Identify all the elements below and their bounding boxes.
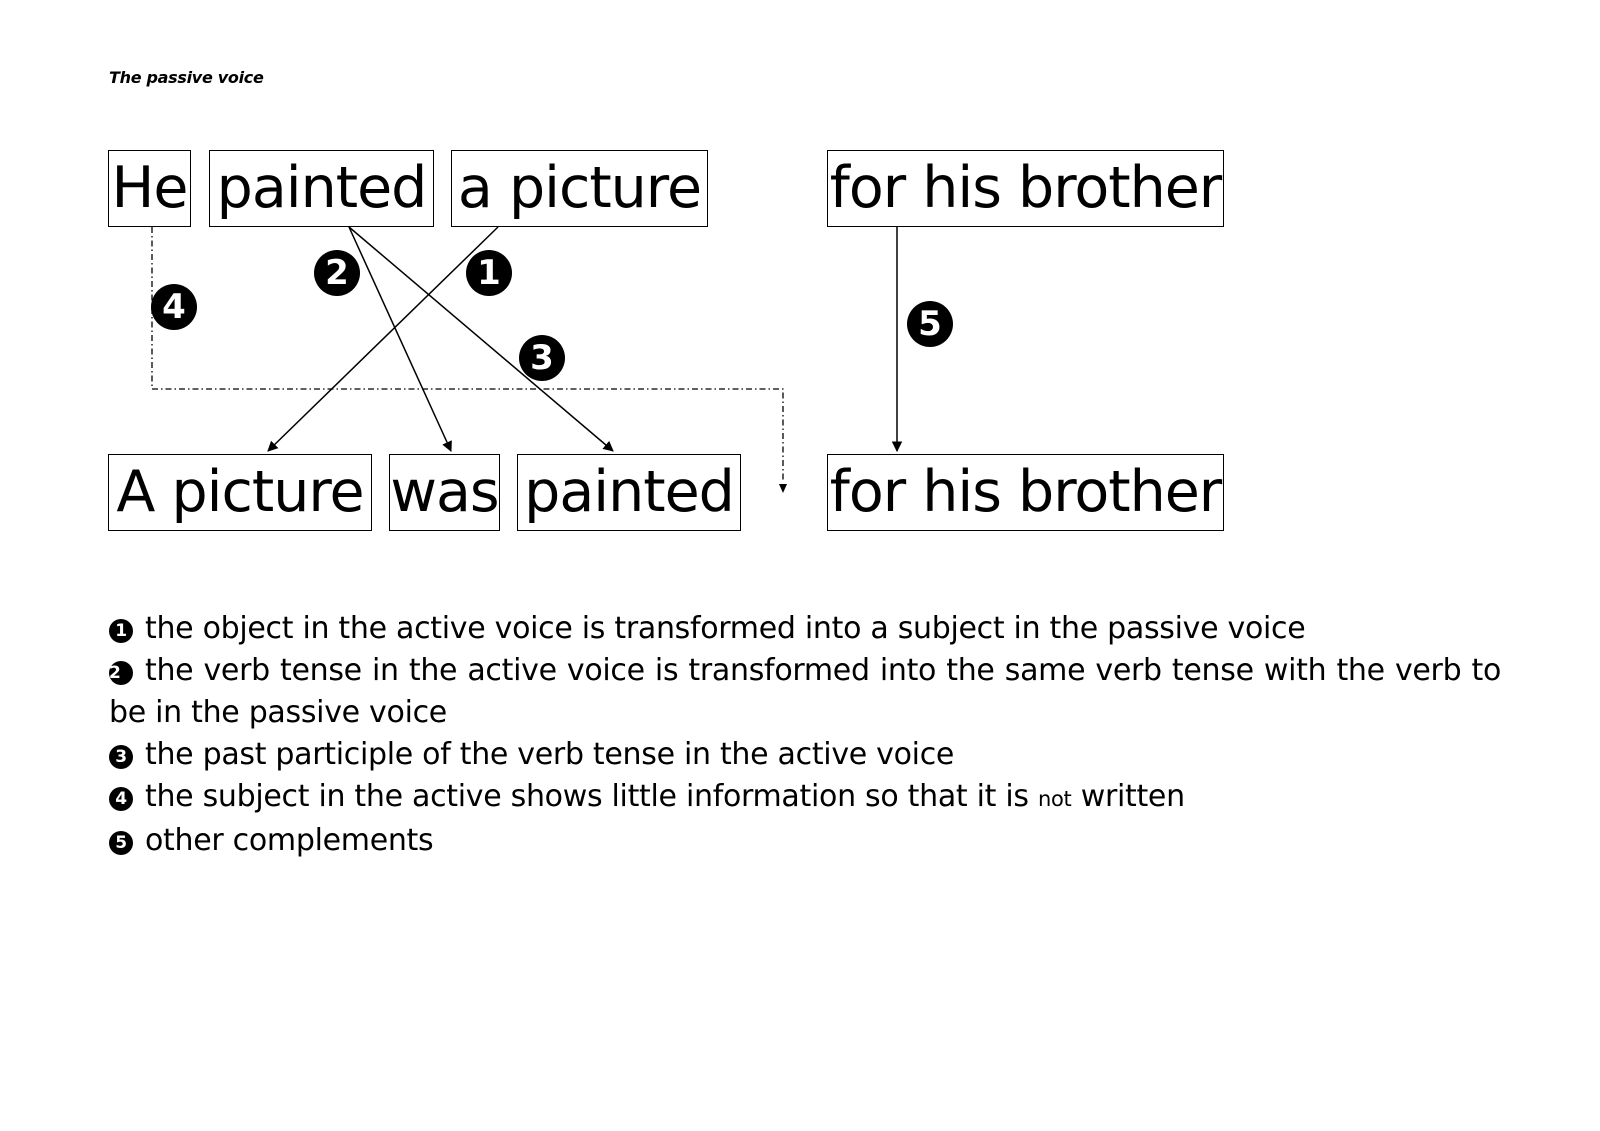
note-item [109,650,1501,734]
note-text: the object in the active voice is transformed into a subject in the passive voice [145,611,1306,646]
step-marker-5: 5 [907,301,953,347]
note-small-word: not [1037,787,1072,811]
active-verb-box: painted [209,150,434,227]
step-marker-2: 2 [314,250,360,296]
note-number: 2 [109,661,133,685]
note-number: 5 [109,831,133,855]
step-marker-4: 4 [151,284,197,330]
note-number: 3 [109,745,133,769]
step-marker-1: 1 [466,250,512,296]
active-complement-box: for his brother [827,150,1224,227]
active-subject-box: He [108,150,191,227]
note-item [109,734,1501,776]
note-text: other complements [145,823,434,858]
note-text: the subject in the active shows little information so that it is [145,779,1029,814]
passive-participle-box: painted [517,454,741,531]
arrow-verb-to-aux [349,227,451,451]
note-item [109,608,1501,650]
step-marker-3: 3 [519,335,565,381]
arrow-subject-omitted-head [779,484,787,493]
explanation-list [109,608,1501,862]
note-text-end: written [1080,779,1185,814]
passive-aux-box: was [389,454,500,531]
note-text: the past participle of the verb tense in the active voice [145,737,955,772]
passive-subject-box: A picture [108,454,372,531]
note-number: 1 [109,619,133,643]
page-title: The passive voice [109,68,264,87]
arrow-object-to-subject [268,227,498,451]
note-item [109,820,1501,862]
active-object-box: a picture [451,150,708,227]
note-number: 4 [109,787,133,811]
passive-complement-box: for his brother [827,454,1224,531]
note-item [109,776,1501,820]
note-text: the verb tense in the active voice is transformed into the same verb tense with the verb to be in the passive voice [109,653,1501,730]
